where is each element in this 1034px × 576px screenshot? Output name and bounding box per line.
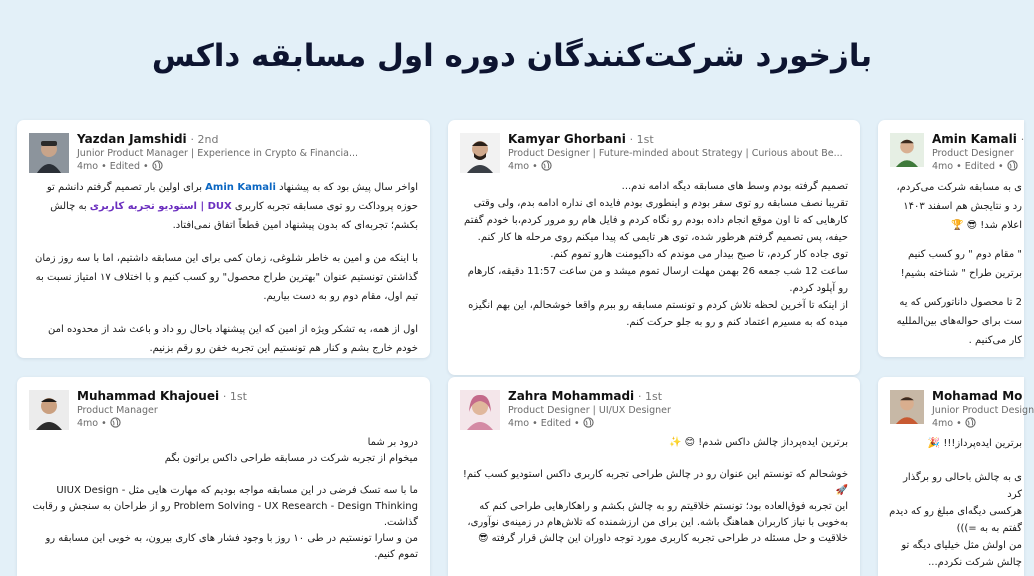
post-line: تصمیم گرفته بودم وسط های مسابقه دیگه ادامه ندم... [621, 181, 848, 192]
post-line: من و سارا تونستیم در طی ۱۰ روز با وجود فشار های کاری بیرون، به خوبی این مسابقه رو تموم کنیم. [45, 533, 418, 560]
post-text: برای اولین بار تصمیم گرفتم دانشم تو حوزه پروداکت رو توی مسابقه تجربه کاربری [46, 182, 418, 212]
post-line [462, 451, 848, 467]
post-line: ست برای حواله‌های بین‌المللیه [896, 316, 1022, 327]
post-time: 4mo • [77, 418, 107, 429]
connection-degree: · 1st [222, 390, 247, 403]
post-line: ساعت 12 شب جمعه 26 بهمن مهلت ارسال تموم میشد و من ساعت 11:57 دقیقه، کارهام رو آپلود کردم. [467, 266, 848, 294]
globe-icon [152, 160, 163, 171]
post-line: رد و نتایجش هم اسفند ۱۴۰۳ [903, 201, 1022, 212]
feedback-card [878, 120, 1024, 357]
globe-icon [541, 160, 552, 171]
mention-link[interactable]: Amin Kamali [205, 182, 276, 193]
post-time: 4mo • Edited • [932, 161, 1004, 172]
globe-icon [1007, 160, 1018, 171]
connection-degree: · [1020, 133, 1025, 146]
post-time: 4mo • Edited • [77, 161, 149, 172]
author-name[interactable]: Kamyar Ghorbani [508, 132, 626, 146]
author-headline: Junior Product Manager | Experience in Crypto & Financia... [77, 148, 359, 159]
author-headline: Junior Product Design [932, 405, 1034, 416]
post-line: خوشحالم که تونستم این عنوان رو در چالش طراحی تجربه کاربری داکس استودیو کسب کنم! 🚀 [462, 469, 848, 496]
avatar[interactable] [890, 133, 924, 167]
post-line: ی به مسابقه شرکت می‌کردم، [896, 182, 1022, 193]
post-line: کار می‌کنیم . [968, 335, 1022, 346]
post-line: درود بر شما [367, 437, 418, 448]
post-line: برترین طراح " شناخته بشیم! [900, 268, 1022, 279]
author-headline: Product Designer [932, 148, 1014, 159]
author-name[interactable]: Yazdan Jamshidi [77, 132, 187, 146]
avatar[interactable] [29, 390, 69, 430]
post-time: 4mo • [932, 418, 962, 429]
post-line: من اولش مثل خیلیای دیگه تو [901, 540, 1022, 551]
post-line: برترین ایده‌پرداز چالش داکس شدم! 😊 ✨ [669, 437, 848, 448]
avatar[interactable] [460, 133, 500, 173]
post-line: Problem Solving - UX Research - Design Thinking رو از طراحان به سنجش و رقابت گذاشت. [32, 501, 418, 528]
post-line: " مقام دوم " رو کسب کنیم [907, 249, 1022, 260]
post-line [31, 467, 418, 483]
post-line: گفتم به به =))) [956, 523, 1022, 534]
author-name[interactable]: Mohamad Mo [932, 389, 1023, 403]
post-paragraph: اول از همه، یه تشکر ویژه از امین که این پیشنهاد باحال رو داد و باعث شد از محدوده امن خودم خارج بشم و کنار هم تونستیم این تجربه خفن رو رقم بزنیم. [48, 324, 418, 354]
author-name[interactable]: Muhammad Khajouei [77, 389, 220, 403]
post-line: از اینکه تا آخرین لحظه تلاش کردم و تونستم مسابقه رو ببرم واقعا خوشحالم، این بهم انگیزه میده که به مسیرم اعتماد کنم و رو به جلو حرکت کنم. [468, 300, 848, 328]
author-name[interactable]: Amin Kamali [932, 132, 1017, 146]
post-line: ما با سه تسک فرضی در این مسابقه مواجه بودیم که مهارت هایی مثل - UIUX Design [56, 485, 418, 496]
globe-icon [110, 417, 121, 428]
post-body [462, 435, 848, 547]
post-line: توی جاده کار کردم، تا صبح بیدار می موندم که داکیومنت هارو تموم کنم. [550, 249, 848, 260]
connection-degree: · 2nd [190, 133, 219, 146]
post-text: اواخر سال پیش بود که به پیشنهاد [275, 182, 418, 193]
post-line: برترین ایده‌پرداز!!! 🎉 [927, 438, 1022, 449]
globe-icon [965, 417, 976, 428]
page-title: بازخورد شرکت‌کنندگان دوره اول مسابقه داکس [151, 38, 873, 74]
post-body [886, 435, 1022, 571]
author-headline: Product Designer | UI/UX Designer [508, 405, 671, 416]
avatar[interactable] [29, 133, 69, 173]
feedback-card [448, 120, 860, 375]
post-body [886, 178, 1022, 350]
connection-degree: · 1st [629, 133, 654, 146]
globe-icon [583, 417, 594, 428]
connection-degree: · 1st [638, 390, 663, 403]
avatar[interactable] [890, 390, 924, 424]
post-line [886, 452, 1022, 469]
post-time: 4mo • [508, 161, 538, 172]
author-headline: Product Designer | Future-minded about Strategy | Curious about Be... [508, 148, 843, 159]
feedback-card [878, 377, 1034, 576]
post-line: این تجربه فوق‌العاده بود؛ تونستم خلاقیتم رو به چالش بکشم و راهکارهایی طراحی کنم که به‌خوبی با نیاز کاربران هماهنگ باشه. این برای من ارزشمنده که تلاش‌هام در زمینه‌ی نوآوری، خلاقیت و حل مسئله در طراحی تجربه کاربری مورد توجه داوران این چالش قرار گرفته 😎 [467, 501, 848, 544]
avatar[interactable] [460, 390, 500, 430]
post-text: به چالش بکشم؛ تجربه‌ای که بدون پیشنهاد امین قطعاً اتفاق نمی‌افتاد. [50, 201, 418, 231]
post-body [462, 178, 848, 331]
feedback-card [17, 120, 430, 358]
author-headline: Product Manager [77, 405, 158, 416]
post-line: میخوام از تجربه شرکت در مسابقه طراحی داکس براتون بگم [164, 453, 418, 464]
post-line: هرکسی دیگه‌ای مبلغ رو که دیدم [889, 506, 1022, 517]
post-body [31, 178, 418, 372]
author-name[interactable]: Zahra Mohammadi [508, 389, 635, 403]
post-line: تقریبا نصف مسابقه رو توی سفر بودم و اینطوری بودم فایده ای نداره ادامه بدم، ولی وقتی کارهایی که تا اون موقع انجام داده بودم رو نگاه کردم و فایل هام رو مرور کردم،با خودم گفتم حیفه، پس تصمیم گرفتم هرطور شده، توی هر تایمی که پیدا میکنم روی مرحله ها کار کنم. [464, 198, 848, 243]
post-line: 2 تا محصول داناتورکس که یه [899, 297, 1022, 308]
feedback-card [17, 377, 430, 576]
post-paragraph: با اینکه من و امین به خاطر شلوغی، زمان کمی برای این مسابقه داشتیم، اما با سه روز زمان گذاشتن تونستیم عنوان "بهترین طراح محصول" رو کسب کنیم و با اختلاف ۱۷ امتیاز نسبت به تیم اول، مقام دوم رو به دست بیاریم. [35, 253, 418, 302]
mention-link[interactable]: DUX | استودیو تجربه کاربری [89, 201, 232, 212]
post-line: اعلام شد! 😎 🏆 [951, 220, 1022, 231]
post-line: ی به چالش باحالی رو برگذار کرد [903, 472, 1022, 500]
post-time: 4mo • Edited • [508, 418, 580, 429]
post-body [31, 435, 418, 563]
feedback-card [448, 377, 860, 576]
post-line: چالش شرکت نکردم... [928, 557, 1022, 568]
